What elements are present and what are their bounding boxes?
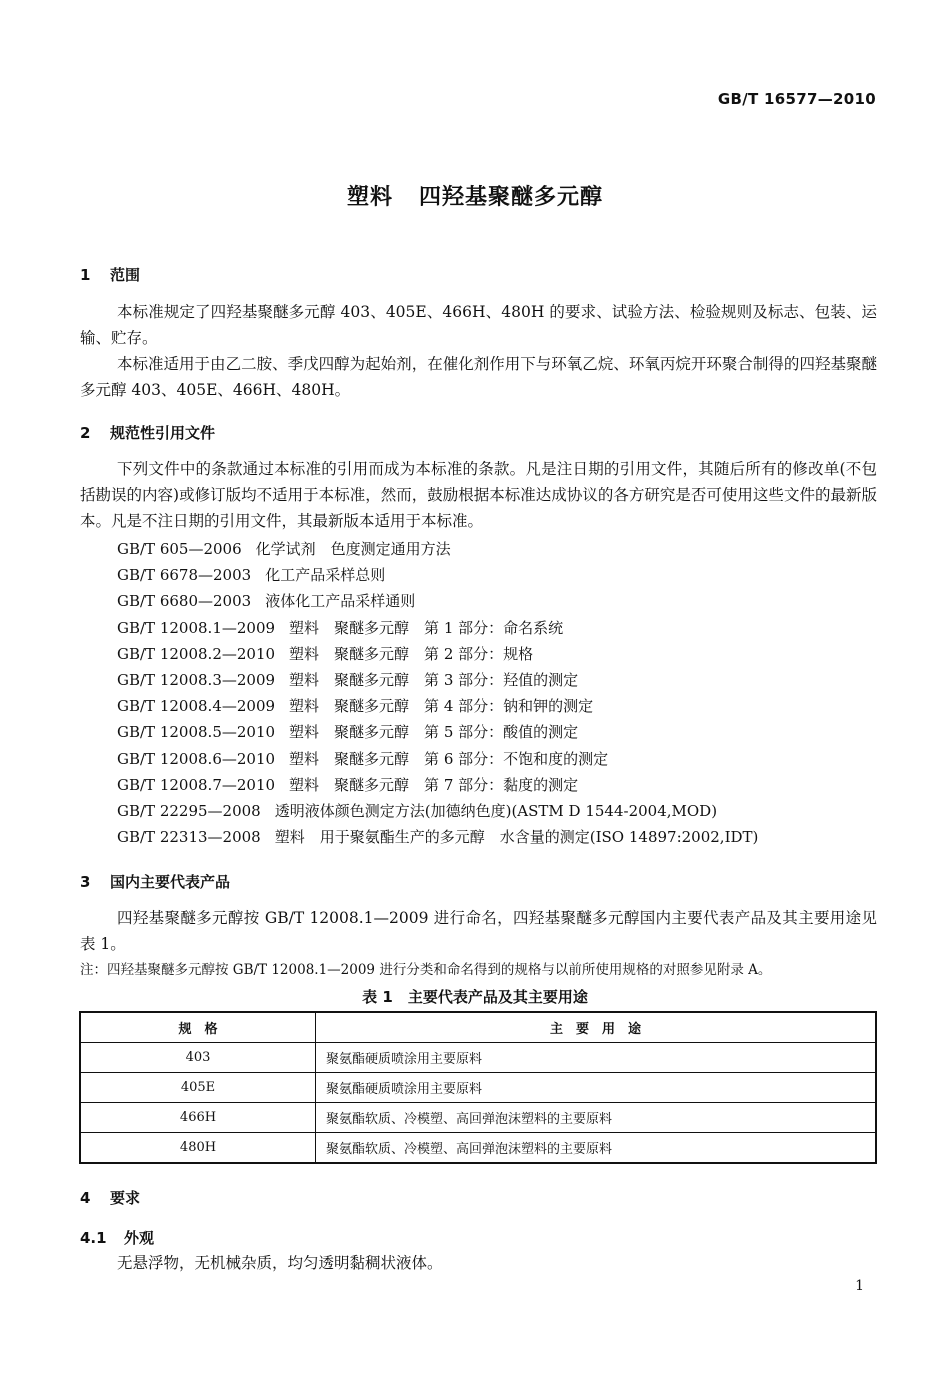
reference-title: 塑料 用于聚氨酯生产的多元醇 水含量的测定(ISO 14897:2002,IDT)	[274, 828, 759, 847]
reference-item	[117, 824, 758, 850]
table-cell-use: 聚氨酯硬质喷涂用主要原料	[316, 1043, 877, 1073]
reference-code: GB/T 22295—2008	[117, 801, 261, 820]
reference-code: GB/T 605—2006	[117, 540, 242, 558]
reference-item	[117, 615, 758, 641]
table-1	[79, 1011, 877, 1164]
reference-item	[117, 536, 758, 562]
reference-title: 塑料 聚醚多元醇 第 4 部分：钠和钾的测定	[289, 697, 594, 716]
section-number: 3	[80, 873, 91, 891]
table-cell-spec: 403	[80, 1043, 316, 1073]
reference-code: GB/T 6678—2003	[117, 566, 252, 585]
section-2-heading	[80, 422, 215, 443]
reference-title: 塑料 聚醚多元醇 第 3 部分：羟值的测定	[289, 670, 579, 689]
reference-code: GB/T 12008.5—2010	[117, 723, 276, 742]
reference-title: 液体化工产品采样通则	[265, 592, 416, 611]
reference-title: 化工产品采样总则	[265, 566, 386, 585]
standard-code: GB/T 16577—2010	[717, 90, 876, 108]
reference-item	[117, 693, 758, 719]
table-row	[80, 1043, 876, 1073]
section-3-note: 注：四羟基聚醚多元醇按 GB/T 12008.1—2009 进行分类和命名得到的规格与以前所使用规格的对照参见附录 A。	[80, 962, 772, 978]
table-row	[80, 1103, 876, 1133]
table-cell-use: 聚氨酯软质、冷模塑、高回弹泡沫塑料的主要原料	[316, 1103, 877, 1133]
reference-item	[117, 641, 758, 667]
table-row	[80, 1073, 876, 1103]
reference-item	[117, 798, 758, 824]
table-cell-use: 聚氨酯软质、冷模塑、高回弹泡沫塑料的主要原料	[316, 1133, 877, 1164]
reference-code: GB/T 12008.3—2009	[117, 670, 276, 689]
section-number: 2	[80, 424, 91, 442]
reference-item	[117, 667, 758, 693]
section-3-heading	[80, 871, 230, 892]
section-1-paragraph-2: 本标准适用于由乙二胺、季戊四醇为起始剂，在催化剂作用下与环氧乙烷、环氧丙烷开环聚合制得的四羟基聚醚多元醇 403、405E、466H、480H。	[80, 355, 877, 399]
document-title	[0, 180, 950, 211]
section-1-paragraph-1: 本标准规定了四羟基聚醚多元醇 403、405E、466H、480H 的要求、试验方法、检验规则及标志、包装、运输、贮存。	[80, 303, 877, 347]
reference-item	[117, 746, 758, 772]
reference-title: 塑料 聚醚多元醇 第 6 部分：不饱和度的测定	[289, 749, 609, 768]
table-header-row	[80, 1012, 876, 1043]
section-1-heading	[80, 264, 140, 285]
title-part1: 塑料	[346, 185, 393, 210]
section-title: 范围	[110, 266, 141, 284]
reference-title: 塑料 聚醚多元醇 第 7 部分：黏度的测定	[289, 775, 579, 794]
reference-item	[117, 772, 758, 798]
page-number: 1	[855, 1278, 864, 1294]
reference-item	[117, 588, 758, 614]
subsection-4-1-heading	[80, 1227, 154, 1248]
table-header-spec: 规 格	[80, 1012, 316, 1043]
reference-item	[117, 719, 758, 745]
reference-title: 塑料 聚醚多元醇 第 1 部分：命名系统	[289, 618, 564, 637]
section-2-intro: 下列文件中的条款通过本标准的引用而成为本标准的条款。凡是注日期的引用文件，其随后所有的修改单(不包括勘误的内容)或修订版均不适用于本标准，然而，鼓励根据本标准达成协议的各方研究是否可使用这些文件的最新版本。凡是不注日期的引用文件，其最新版本适用于本标准。	[80, 460, 877, 530]
subsection-4-1-text: 无悬浮物，无机械杂质，均匀透明黏稠状液体。	[117, 1254, 443, 1272]
table-cell-use: 聚氨酯硬质喷涂用主要原料	[316, 1073, 877, 1103]
reference-title: 化学试剂 色度测定通用方法	[255, 540, 451, 558]
reference-title: 塑料 聚醚多元醇 第 5 部分：酸值的测定	[289, 723, 579, 742]
section-title: 国内主要代表产品	[110, 873, 231, 891]
reference-title: 透明液体颜色测定方法(加德纳色度)(ASTM D 1544-2004,MOD)	[274, 801, 718, 820]
reference-list	[117, 536, 758, 850]
reference-code: GB/T 12008.1—2009	[117, 618, 276, 637]
table-1-caption: 表 1 主要代表产品及其主要用途	[362, 988, 588, 1006]
reference-item	[117, 562, 758, 588]
table-cell-spec: 480H	[80, 1133, 316, 1164]
table-row	[80, 1133, 876, 1164]
table-header-use: 主 要 用 途	[316, 1012, 877, 1043]
reference-code: GB/T 12008.7—2010	[117, 775, 276, 794]
table-cell-spec: 405E	[80, 1073, 316, 1103]
subsection-number: 4.1	[80, 1229, 107, 1247]
section-3-paragraph: 四羟基聚醚多元醇按 GB/T 12008.1—2009 进行命名，四羟基聚醚多元醇国内主要代表产品及其主要用途见表 1。	[80, 909, 877, 953]
section-number: 4	[80, 1189, 91, 1207]
reference-code: GB/T 22313—2008	[117, 828, 261, 847]
reference-code: GB/T 6680—2003	[117, 592, 252, 611]
section-number: 1	[80, 266, 91, 284]
section-title: 要求	[110, 1189, 141, 1207]
reference-title: 塑料 聚醚多元醇 第 2 部分：规格	[289, 644, 534, 663]
title-part2: 四羟基聚醚多元醇	[419, 185, 604, 210]
subsection-title: 外观	[124, 1229, 155, 1247]
reference-code: GB/T 12008.2—2010	[117, 644, 276, 663]
reference-code: GB/T 12008.6—2010	[117, 749, 276, 768]
reference-code: GB/T 12008.4—2009	[117, 697, 276, 716]
section-4-heading	[80, 1187, 140, 1208]
table-cell-spec: 466H	[80, 1103, 316, 1133]
section-title: 规范性引用文件	[110, 424, 216, 442]
